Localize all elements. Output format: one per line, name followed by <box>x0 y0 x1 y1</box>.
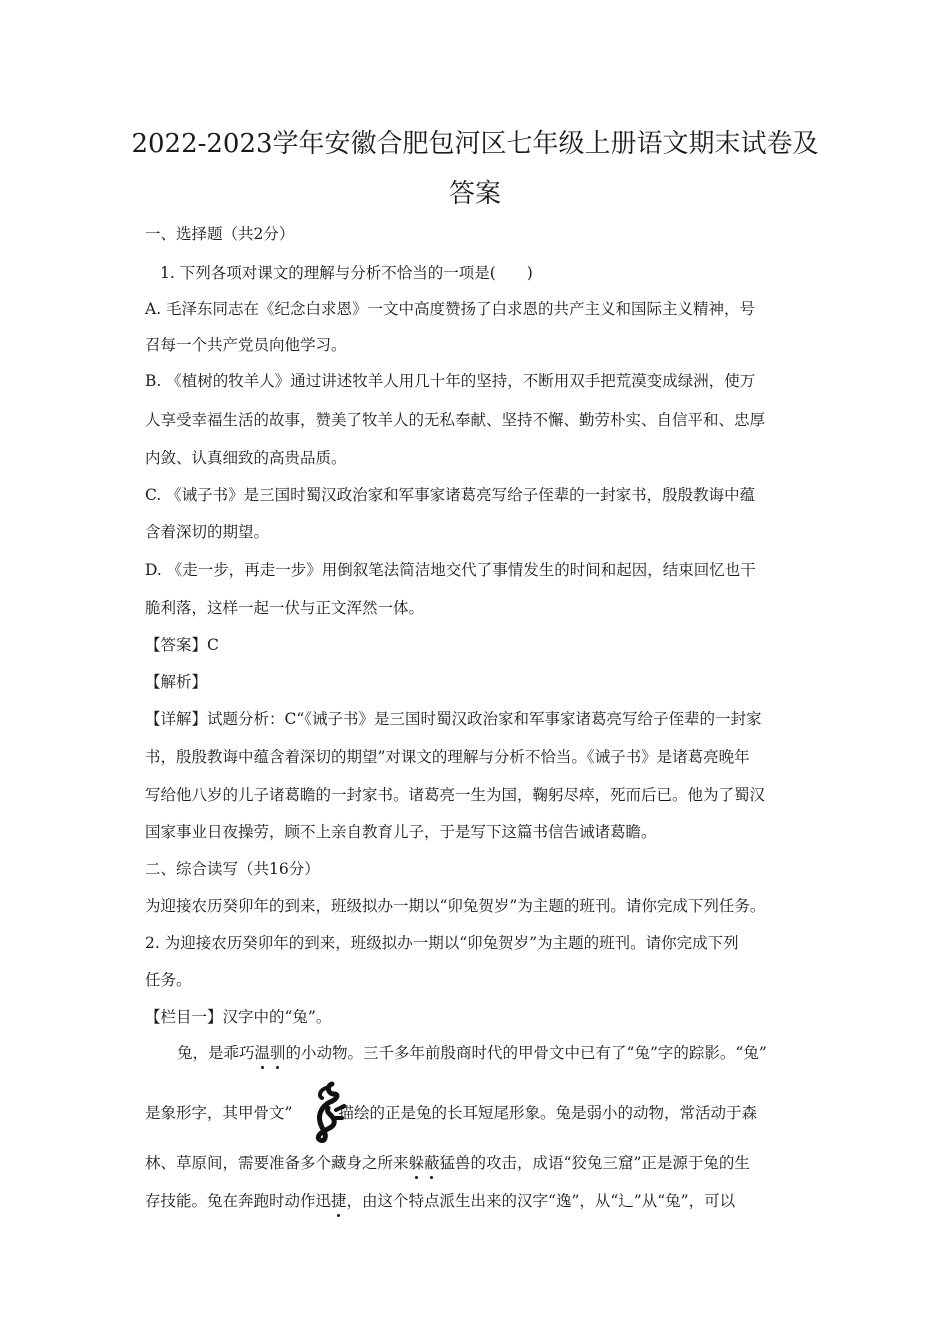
text-run: 描绘的正是兔的长耳短尾形象。兔是弱小的动物，常活动于森 <box>338 1104 757 1122</box>
paragraph-line-3 <box>145 1152 750 1174</box>
text-run: 林、草原间，需要准备多个藏身之所来 <box>145 1154 409 1172</box>
paragraph-line-1 <box>177 1042 767 1064</box>
paragraph-line-2 <box>145 1102 757 1124</box>
document-title-line-1: 2022-2023学年安徽合肥包河区七年级上册语文期末试卷及 <box>131 129 819 159</box>
question-1: 1. 下列各项对课文的理解与分析不恰当的一项是( ) <box>160 264 533 282</box>
emphasis-char: 捷 <box>331 1192 347 1210</box>
text-run: 存技能。兔在奔跑时动作迅 <box>145 1192 332 1210</box>
option-a-line-1: A. 毛泽东同志在《纪念白求恩》一文中高度赞扬了白求恩的共产主义和国际主义精神，号 <box>145 300 756 318</box>
text-run: 是象形字，其甲骨文” <box>145 1104 293 1122</box>
option-c-line-2: 含着深切的期望。 <box>145 523 270 541</box>
section-1-heading: 一、选择题（共2分） <box>145 225 295 243</box>
option-d-line-2: 脆利落，这样一起一伏与正文浑然一体。 <box>145 599 425 617</box>
text-run: ，由这个特点派生出来的汉字“逸”，从“辶”从“兔”，可以 <box>346 1192 736 1210</box>
option-b-line-1: B. 《植树的牧羊人》通过讲述牧羊人用几十年的坚持，不断用双手把荒漠变成绿洲，使万 <box>145 372 756 390</box>
analysis-label: 【解析】 <box>145 673 208 691</box>
detail-line-2: 书，殷殷教诲中蕴含着深切的期望”对课文的理解与分析不恰当。《诫子书》是诸葛亮晚年 <box>145 748 750 766</box>
option-b-line-2: 人享受幸福生活的故事，赞美了牧羊人的无私奉献、坚持不懈、勤劳朴实、自信平和、忠厚 <box>145 411 766 429</box>
option-d-line-1: D. 《走一步，再走一步》用倒叙笔法简洁地交代了事情发生的时间和起因，结束回忆也干 <box>145 561 756 579</box>
option-b-line-3: 内敛、认真细致的高贵品质。 <box>145 449 347 467</box>
text-run: 兔，是乖巧 <box>177 1044 255 1062</box>
detail-line-3: 写给他八岁的儿子诸葛瞻的一封家书。诸葛亮一生为国，鞠躬尽瘁，死而后已。他为了蜀汉 <box>145 786 766 804</box>
text-run: 的小动物。三千多年前殷商时代的甲骨文中已有了“兔”字的踪影。“兔” <box>285 1044 767 1062</box>
question-2-line-1: 2. 为迎接农历癸卯年的到来，班级拟办一期以“卯兔贺岁”为主题的班刊。请你完成下列 <box>145 934 739 952</box>
emphasis-char: 温 <box>254 1044 271 1062</box>
detail-line-4: 国家事业日夜操劳，顾不上亲自教育儿子，于是写下这篇书信告诫诸葛瞻。 <box>145 823 657 841</box>
oracle-bone-rabbit-glyph-icon <box>306 1080 348 1144</box>
text-run: 猛兽的攻击，成语“狡兔三窟”正是源于兔的生 <box>439 1154 750 1172</box>
option-a-line-2: 召每一个共产党员向他学习。 <box>145 336 347 354</box>
paragraph-line-4 <box>145 1190 735 1212</box>
column-1-heading: 【栏目一】汉字中的“兔”。 <box>145 1008 332 1026</box>
emphasis-char: 驯 <box>270 1044 286 1062</box>
emphasis-char: 躲 <box>408 1154 425 1172</box>
question-2-line-2: 任务。 <box>145 971 192 989</box>
section-2-heading: 二、综合读写（共16分） <box>145 860 320 878</box>
section-2-intro: 为迎接农历癸卯年的到来，班级拟办一期以“卯兔贺岁”为主题的班刊。请你完成下列任务。 <box>145 897 766 915</box>
option-c-line-1: C. 《诫子书》是三国时蜀汉政治家和军事家诸葛亮写给子侄辈的一封家书，殷殷教诲中蕴 <box>145 486 756 504</box>
answer-label: 【答案】C <box>145 636 219 654</box>
detail-line-1: 【详解】试题分析：C“《诫子书》是三国时蜀汉政治家和军事家诸葛亮写给子侄辈的一封家 <box>145 710 762 728</box>
emphasis-char: 蔽 <box>424 1154 440 1172</box>
document-title-line-2: 答案 <box>448 179 501 209</box>
